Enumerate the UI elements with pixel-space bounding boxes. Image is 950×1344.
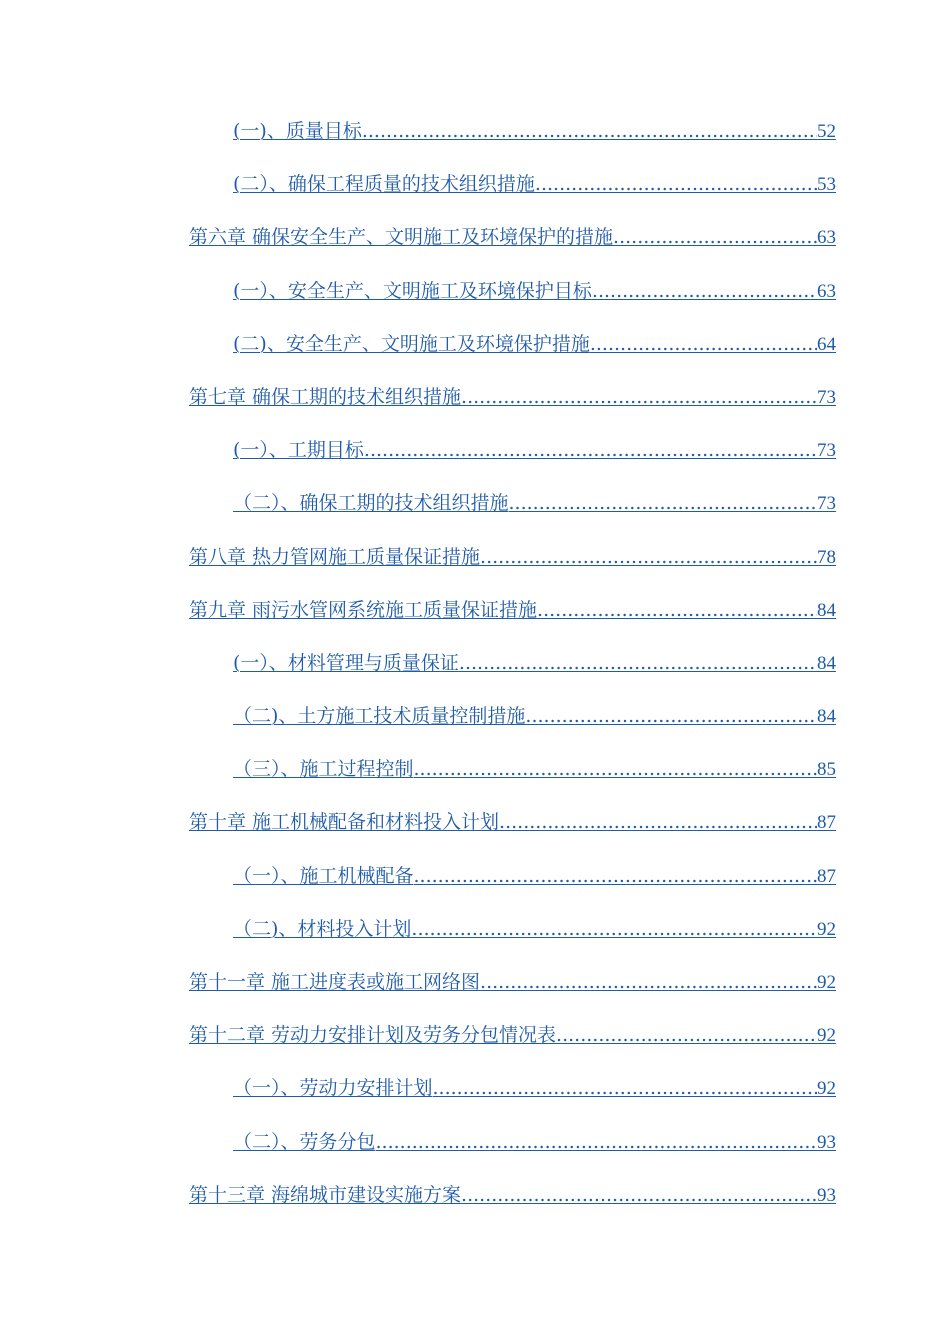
toc-dot-leader xyxy=(480,969,817,995)
toc-link[interactable] xyxy=(233,863,836,890)
toc-page-number: 63 xyxy=(817,280,836,302)
toc-link[interactable] xyxy=(189,224,836,251)
toc-link[interactable] xyxy=(233,437,836,464)
toc-section-entry xyxy=(0,636,950,689)
toc-chapter-entry xyxy=(0,955,950,1008)
toc-dot-leader xyxy=(480,544,817,570)
toc-link[interactable] xyxy=(233,118,836,145)
toc-page-number: 53 xyxy=(817,174,836,196)
toc-page-number: 93 xyxy=(817,1184,836,1206)
toc-dot-leader xyxy=(525,703,817,729)
toc-link[interactable] xyxy=(189,544,836,571)
toc-entry-title: （二）、劳务分包 xyxy=(233,1130,376,1153)
toc-section-entry xyxy=(0,476,950,529)
toc-link[interactable] xyxy=(233,278,836,305)
toc-page-number: 92 xyxy=(817,918,836,940)
toc-dot-leader xyxy=(411,916,817,942)
toc-dot-leader xyxy=(537,597,817,623)
toc-chapter-entry xyxy=(0,210,950,263)
toc-link[interactable] xyxy=(233,1075,836,1102)
toc-page-number: 73 xyxy=(817,493,836,515)
toc-dot-leader xyxy=(613,224,817,250)
toc-page-number: 93 xyxy=(817,1131,836,1153)
toc-entry-title: (一）、材料管理与质量保证 xyxy=(233,651,459,674)
table-of-contents xyxy=(0,104,950,1221)
toc-entry-title: （一）、劳动力安排计划 xyxy=(233,1077,433,1100)
toc-link[interactable] xyxy=(233,331,836,358)
toc-dot-leader xyxy=(433,1075,817,1101)
toc-dot-leader xyxy=(414,756,817,782)
toc-link[interactable] xyxy=(189,969,836,996)
toc-link[interactable] xyxy=(233,916,836,943)
toc-entry-title: （二)、材料投入计划 xyxy=(233,917,412,940)
toc-chapter-entry xyxy=(0,795,950,848)
toc-dot-leader xyxy=(590,331,817,357)
toc-entry-title: （二)、土方施工技术质量控制措施 xyxy=(233,705,526,728)
toc-section-entry xyxy=(0,1115,950,1168)
toc-page-number: 52 xyxy=(817,121,836,142)
toc-dot-leader xyxy=(499,809,817,835)
toc-section-entry xyxy=(0,104,950,157)
toc-page-number: 87 xyxy=(817,812,836,834)
toc-entry-title: 第六章 确保安全生产、文明施工及环境保护的措施 xyxy=(189,226,614,249)
toc-entry-title: 第七章 确保工期的技术组织措施 xyxy=(189,385,462,408)
toc-link[interactable] xyxy=(233,171,836,198)
toc-section-entry xyxy=(0,689,950,742)
toc-link[interactable] xyxy=(189,597,836,624)
toc-chapter-entry xyxy=(0,1008,950,1061)
toc-section-entry xyxy=(0,264,950,317)
toc-link[interactable] xyxy=(189,1022,836,1049)
toc-entry-title: （三）、施工过程控制 xyxy=(233,758,414,781)
toc-dot-leader xyxy=(509,490,817,516)
toc-link[interactable] xyxy=(233,490,836,517)
toc-link[interactable] xyxy=(233,703,836,730)
toc-chapter-entry xyxy=(0,530,950,583)
toc-entry-title: （二）、确保工期的技术组织措施 xyxy=(233,492,509,515)
toc-link[interactable] xyxy=(233,1129,836,1156)
toc-page-number: 85 xyxy=(817,759,836,781)
toc-page-number: 73 xyxy=(817,386,836,408)
toc-dot-leader xyxy=(459,650,817,676)
toc-dot-leader xyxy=(414,863,817,889)
toc-link[interactable] xyxy=(189,809,836,836)
toc-section-entry xyxy=(0,1061,950,1114)
toc-dot-leader xyxy=(556,1022,817,1048)
toc-section-entry xyxy=(0,849,950,902)
toc-page-number: 78 xyxy=(817,546,836,568)
toc-section-entry xyxy=(0,423,950,476)
toc-link[interactable] xyxy=(233,756,836,783)
toc-entry-title: (一）、安全生产、文明施工及环境保护目标 xyxy=(233,279,592,302)
toc-page-number: 84 xyxy=(817,599,836,621)
toc-link[interactable] xyxy=(233,650,836,677)
toc-entry-title: （一）、施工机械配备 xyxy=(233,864,414,887)
toc-dot-leader xyxy=(461,1182,817,1208)
toc-chapter-entry xyxy=(0,370,950,423)
toc-entry-title: 第九章 雨污水管网系统施工质量保证措施 xyxy=(189,598,538,621)
toc-link[interactable] xyxy=(189,1182,836,1209)
toc-entry-title: 第十三章 海绵城市建设实施方案 xyxy=(189,1183,462,1206)
toc-dot-leader xyxy=(362,118,817,144)
toc-page-number: 73 xyxy=(817,440,836,462)
toc-page-number: 84 xyxy=(817,652,836,674)
toc-dot-leader xyxy=(592,278,817,304)
toc-entry-title: 第八章 热力管网施工质量保证措施 xyxy=(189,545,481,568)
toc-page-number: 63 xyxy=(817,227,836,249)
toc-section-entry xyxy=(0,742,950,795)
toc-entry-title: (二)、安全生产、文明施工及环境保护措施 xyxy=(233,332,590,355)
toc-section-entry xyxy=(0,902,950,955)
toc-section-entry xyxy=(0,317,950,370)
toc-page-number: 92 xyxy=(817,1078,836,1100)
toc-entry-title: (一）、工期目标 xyxy=(233,439,364,462)
toc-page-number: 84 xyxy=(817,706,836,728)
toc-dot-leader xyxy=(376,1129,817,1155)
toc-dot-leader xyxy=(364,437,817,463)
toc-dot-leader xyxy=(535,171,817,197)
toc-entry-title: 第十一章 施工进度表或施工网络图 xyxy=(189,971,481,993)
toc-page-number: 87 xyxy=(817,865,836,887)
toc-entry-title: (一)、质量目标 xyxy=(233,120,362,142)
toc-page-number: 92 xyxy=(817,1025,836,1047)
toc-chapter-entry xyxy=(0,1168,950,1221)
toc-chapter-entry xyxy=(0,583,950,636)
toc-entry-title: 第十二章 劳动力安排计划及劳务分包情况表 xyxy=(189,1024,557,1047)
toc-entry-title: (二）、确保工程质量的技术组织措施 xyxy=(233,173,535,196)
toc-dot-leader xyxy=(461,384,817,410)
toc-section-entry xyxy=(0,157,950,210)
toc-page-number: 92 xyxy=(817,972,836,993)
toc-link[interactable] xyxy=(189,384,836,411)
toc-entry-title: 第十章 施工机械配备和材料投入计划 xyxy=(189,811,500,834)
toc-page-number: 64 xyxy=(817,333,836,355)
